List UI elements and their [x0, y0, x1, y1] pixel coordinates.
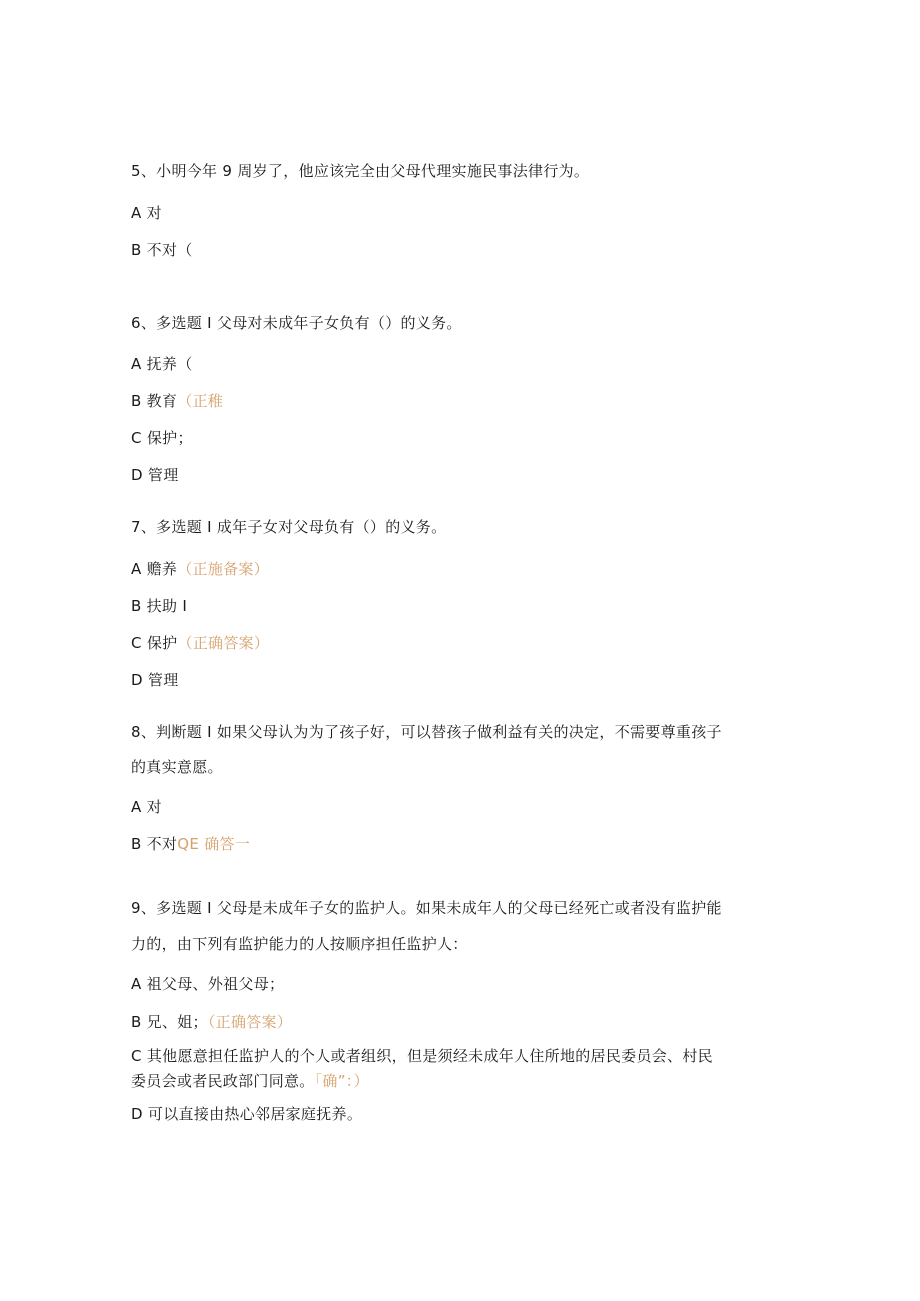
question-stem-text: 8、判断题 I 如果父母认为为了孩子好，可以替孩子做利益有关的决定，不需要尊重孩子	[131, 723, 722, 741]
answer-mark: （正确答案）	[207, 1013, 293, 1031]
question-7-option-b	[131, 596, 187, 616]
option-text: D 可以直接由热心邻居家庭抚养。	[131, 1105, 363, 1123]
question-7-stem	[131, 517, 446, 537]
option-text: B 不对	[131, 835, 178, 853]
question-6-stem	[131, 313, 462, 333]
question-stem-text: 6、多选题 I 父母对未成年子女负有（）的义务。	[131, 314, 462, 332]
question-9-option-c-line-1	[131, 1046, 713, 1066]
answer-mark: 「确”：）	[314, 1072, 369, 1090]
question-stem-text: 5、小明今年 9 周岁了，他应该完全由父母代理实施民事法律行为。	[131, 162, 590, 180]
option-text: B 不对（	[131, 241, 193, 259]
option-text: D 管理	[131, 466, 179, 484]
option-text: A 对	[131, 204, 162, 222]
option-text: D 管理	[131, 671, 179, 689]
question-9-option-a	[131, 974, 284, 994]
question-9-option-b	[131, 1012, 292, 1032]
option-text: B 教育	[131, 392, 178, 410]
option-text: A 祖父母、外祖父母；	[131, 975, 285, 993]
question-9-option-c-line-2	[131, 1071, 369, 1091]
question-7-option-a	[131, 559, 269, 579]
question-5-option-a	[131, 203, 162, 223]
answer-mark: （正施备案）	[177, 560, 270, 578]
question-8-option-b	[131, 834, 250, 854]
option-text: A 赡养	[131, 560, 178, 578]
question-stem-text: 的真实意愿。	[131, 758, 223, 776]
option-text: B 扶助 I	[131, 597, 188, 615]
question-8-stem-line-2	[131, 757, 223, 777]
question-stem-text: 9、多选题 I 父母是未成年子女的监护人。如果未成年人的父母已经死亡或者没有监护能	[131, 899, 722, 917]
option-text: A 抚养（	[131, 355, 193, 373]
question-7-option-c	[131, 633, 269, 653]
question-9-stem-line-1	[131, 898, 722, 918]
question-stem-text: 7、多选题 I 成年子女对父母负有（）的义务。	[131, 518, 447, 536]
answer-mark: （正确答案）	[177, 634, 270, 652]
question-6-option-c	[131, 428, 193, 448]
answer-mark: （正稚	[177, 392, 224, 410]
option-text: C 其他愿意担任监护人的个人或者组织，但是须经未成年人住所地的居民委员会、村民	[131, 1047, 713, 1065]
question-6-option-b	[131, 391, 223, 411]
question-9-option-d	[131, 1104, 362, 1124]
question-6-option-a	[131, 354, 193, 374]
question-6-option-d	[131, 465, 179, 485]
question-5-stem	[131, 161, 589, 181]
question-5-option-b	[131, 240, 193, 260]
option-text: C 保护	[131, 634, 178, 652]
question-8-stem-line-1	[131, 722, 722, 742]
question-stem-text: 力的，由下列有监护能力的人按顺序担任监护人：	[131, 935, 468, 953]
option-text: B 兄、姐；	[131, 1013, 208, 1031]
answer-mark: QE 确答一	[177, 835, 251, 853]
question-8-option-a	[131, 797, 162, 817]
question-7-option-d	[131, 670, 179, 690]
option-text: C 保护；	[131, 429, 193, 447]
option-text: 委员会或者民政部门同意。	[131, 1072, 315, 1090]
question-9-stem-line-2	[131, 934, 468, 954]
option-text: A 对	[131, 798, 162, 816]
